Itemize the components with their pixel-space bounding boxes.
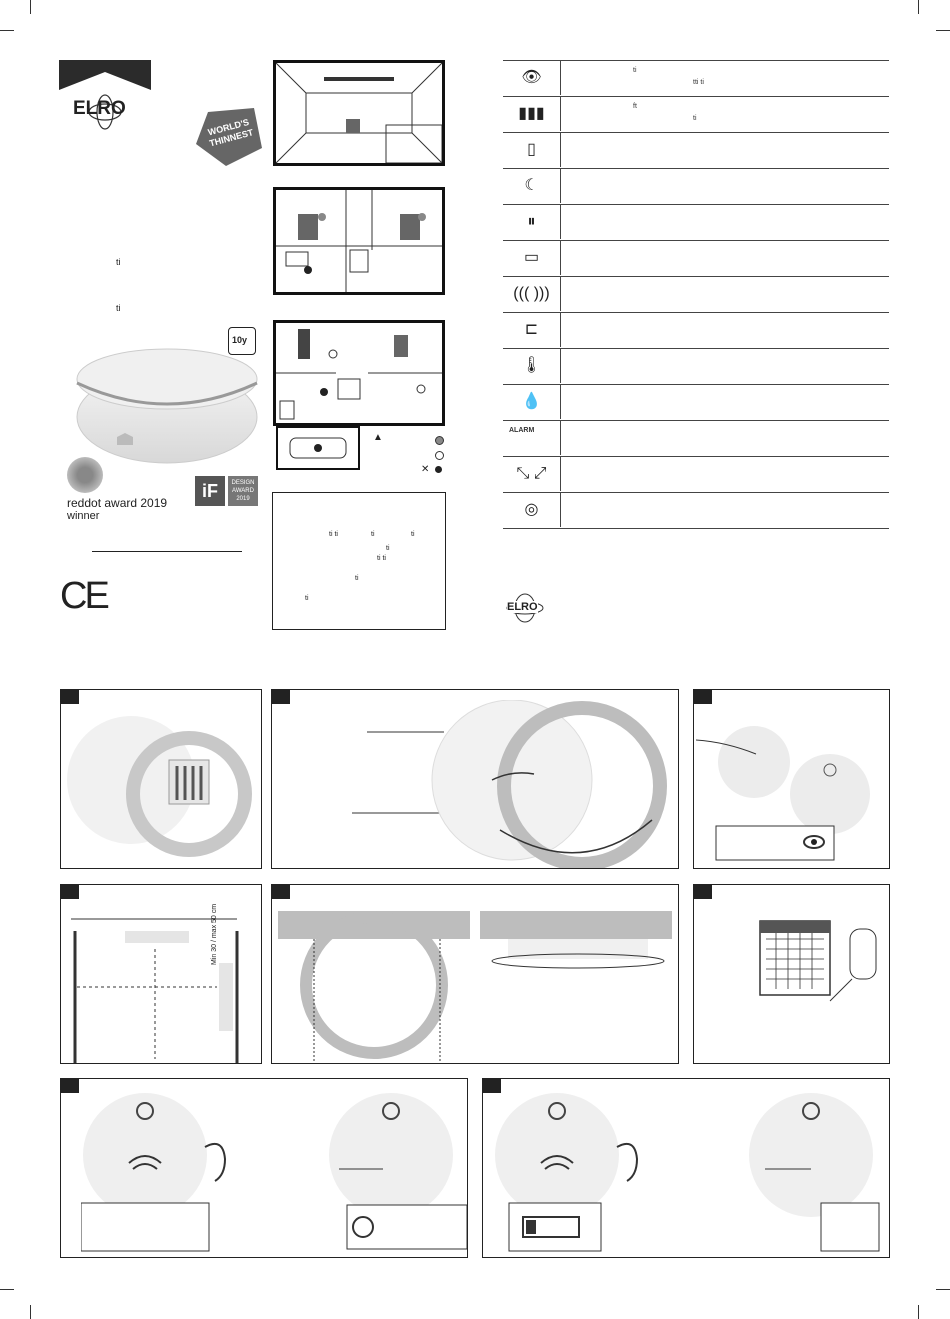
reddot-award-sub: winner [67,510,100,522]
icon-row-text: ft [633,103,637,110]
brand-logo [59,60,151,132]
icon-legend-row [503,384,889,421]
step-panel-5 [271,884,679,1064]
icon-legend-row [503,240,889,277]
eye-icon: 👁 [503,60,561,95]
text-fragment: ti [411,531,415,538]
icon-legend-row [503,168,889,205]
thermometer-icon: 🌡 [503,348,561,383]
legend-marker-warning: ▲ [373,432,383,443]
icon-row-text: tti ti [693,79,704,86]
legend-text-box [272,492,446,630]
step-panel-2 [271,689,679,869]
icon-legend-row [503,312,889,349]
elro-small-logo: ELRO [503,592,547,624]
divider-line [92,551,242,552]
worlds-thinnest-badge [196,108,262,166]
battery-low-icon: ▭ [503,240,561,275]
legend-dot-black [435,466,442,473]
wall-mount-icon: ▯ [503,132,561,167]
legend-dot-grey [435,436,444,445]
mount-distance-label: Min 30 / max 50 cm [211,903,218,965]
if-design-award: DESIGN AWARD 2019 [228,476,258,506]
icon-legend-row [503,420,889,457]
icon-legend-row [503,456,889,493]
if-award-logo: iF [195,476,225,506]
smoke-detector-image [75,345,260,465]
legend-dot-white [435,451,444,460]
caravan-icon: ⊏ [503,312,561,347]
step-panel-6 [693,884,890,1064]
floor-plan-first [273,187,445,295]
icon-row-text: ti [633,67,637,74]
icon-legend-row [503,348,889,385]
badge-text: WORLD'S THINNEST [206,116,255,149]
pause-icon: ⏸ [503,204,561,239]
step-panel-7 [60,1078,468,1258]
text-fragment: ti ti [329,531,338,538]
icon-row-text: ALARM [509,427,535,434]
expand-arrows-icon: ⤡ ⤢ [503,456,561,491]
text-fragment: ti [371,531,375,538]
sound-waves-icon: ((( ))) [503,276,561,311]
icon-row-text: ti [693,115,697,122]
step-panel-8 [482,1078,890,1258]
battery-full-icon: ▮▮▮ [503,96,561,131]
bed-moon-icon: ☾ [503,168,561,203]
icon-legend-row [503,276,889,313]
reddot-award-logo [67,457,103,493]
text-fragment: ti [116,257,121,267]
icon-legend-row [503,492,889,529]
reddot-award-text: reddot award 2019 [67,496,168,510]
text-fragment: ti [355,575,359,582]
text-fragment: ti [386,545,390,552]
light-ring-icon: ◎ [503,492,561,527]
step-panel-3 [693,689,890,869]
battery-10y-icon: 10y [228,327,256,355]
floor-plan-ground [273,320,445,426]
text-fragment: ti [305,595,309,602]
icon-legend-row [503,132,889,169]
icon-legend-row [503,60,889,97]
floor-plan-garage [276,426,360,470]
floor-plan-attic [273,60,445,166]
brand-logo-text: ELRO [73,98,126,119]
ce-mark: CE [60,575,107,617]
legend-cross: ✕ [421,464,430,475]
icon-legend-row [503,204,889,241]
text-fragment: ti [116,303,121,313]
text-fragment: ti ti [377,555,386,562]
step-panel-4 [60,884,262,1064]
icon-legend-row [503,96,889,133]
step-panel-1 [60,689,262,869]
humidity-drop-icon: 💧 [503,384,561,419]
